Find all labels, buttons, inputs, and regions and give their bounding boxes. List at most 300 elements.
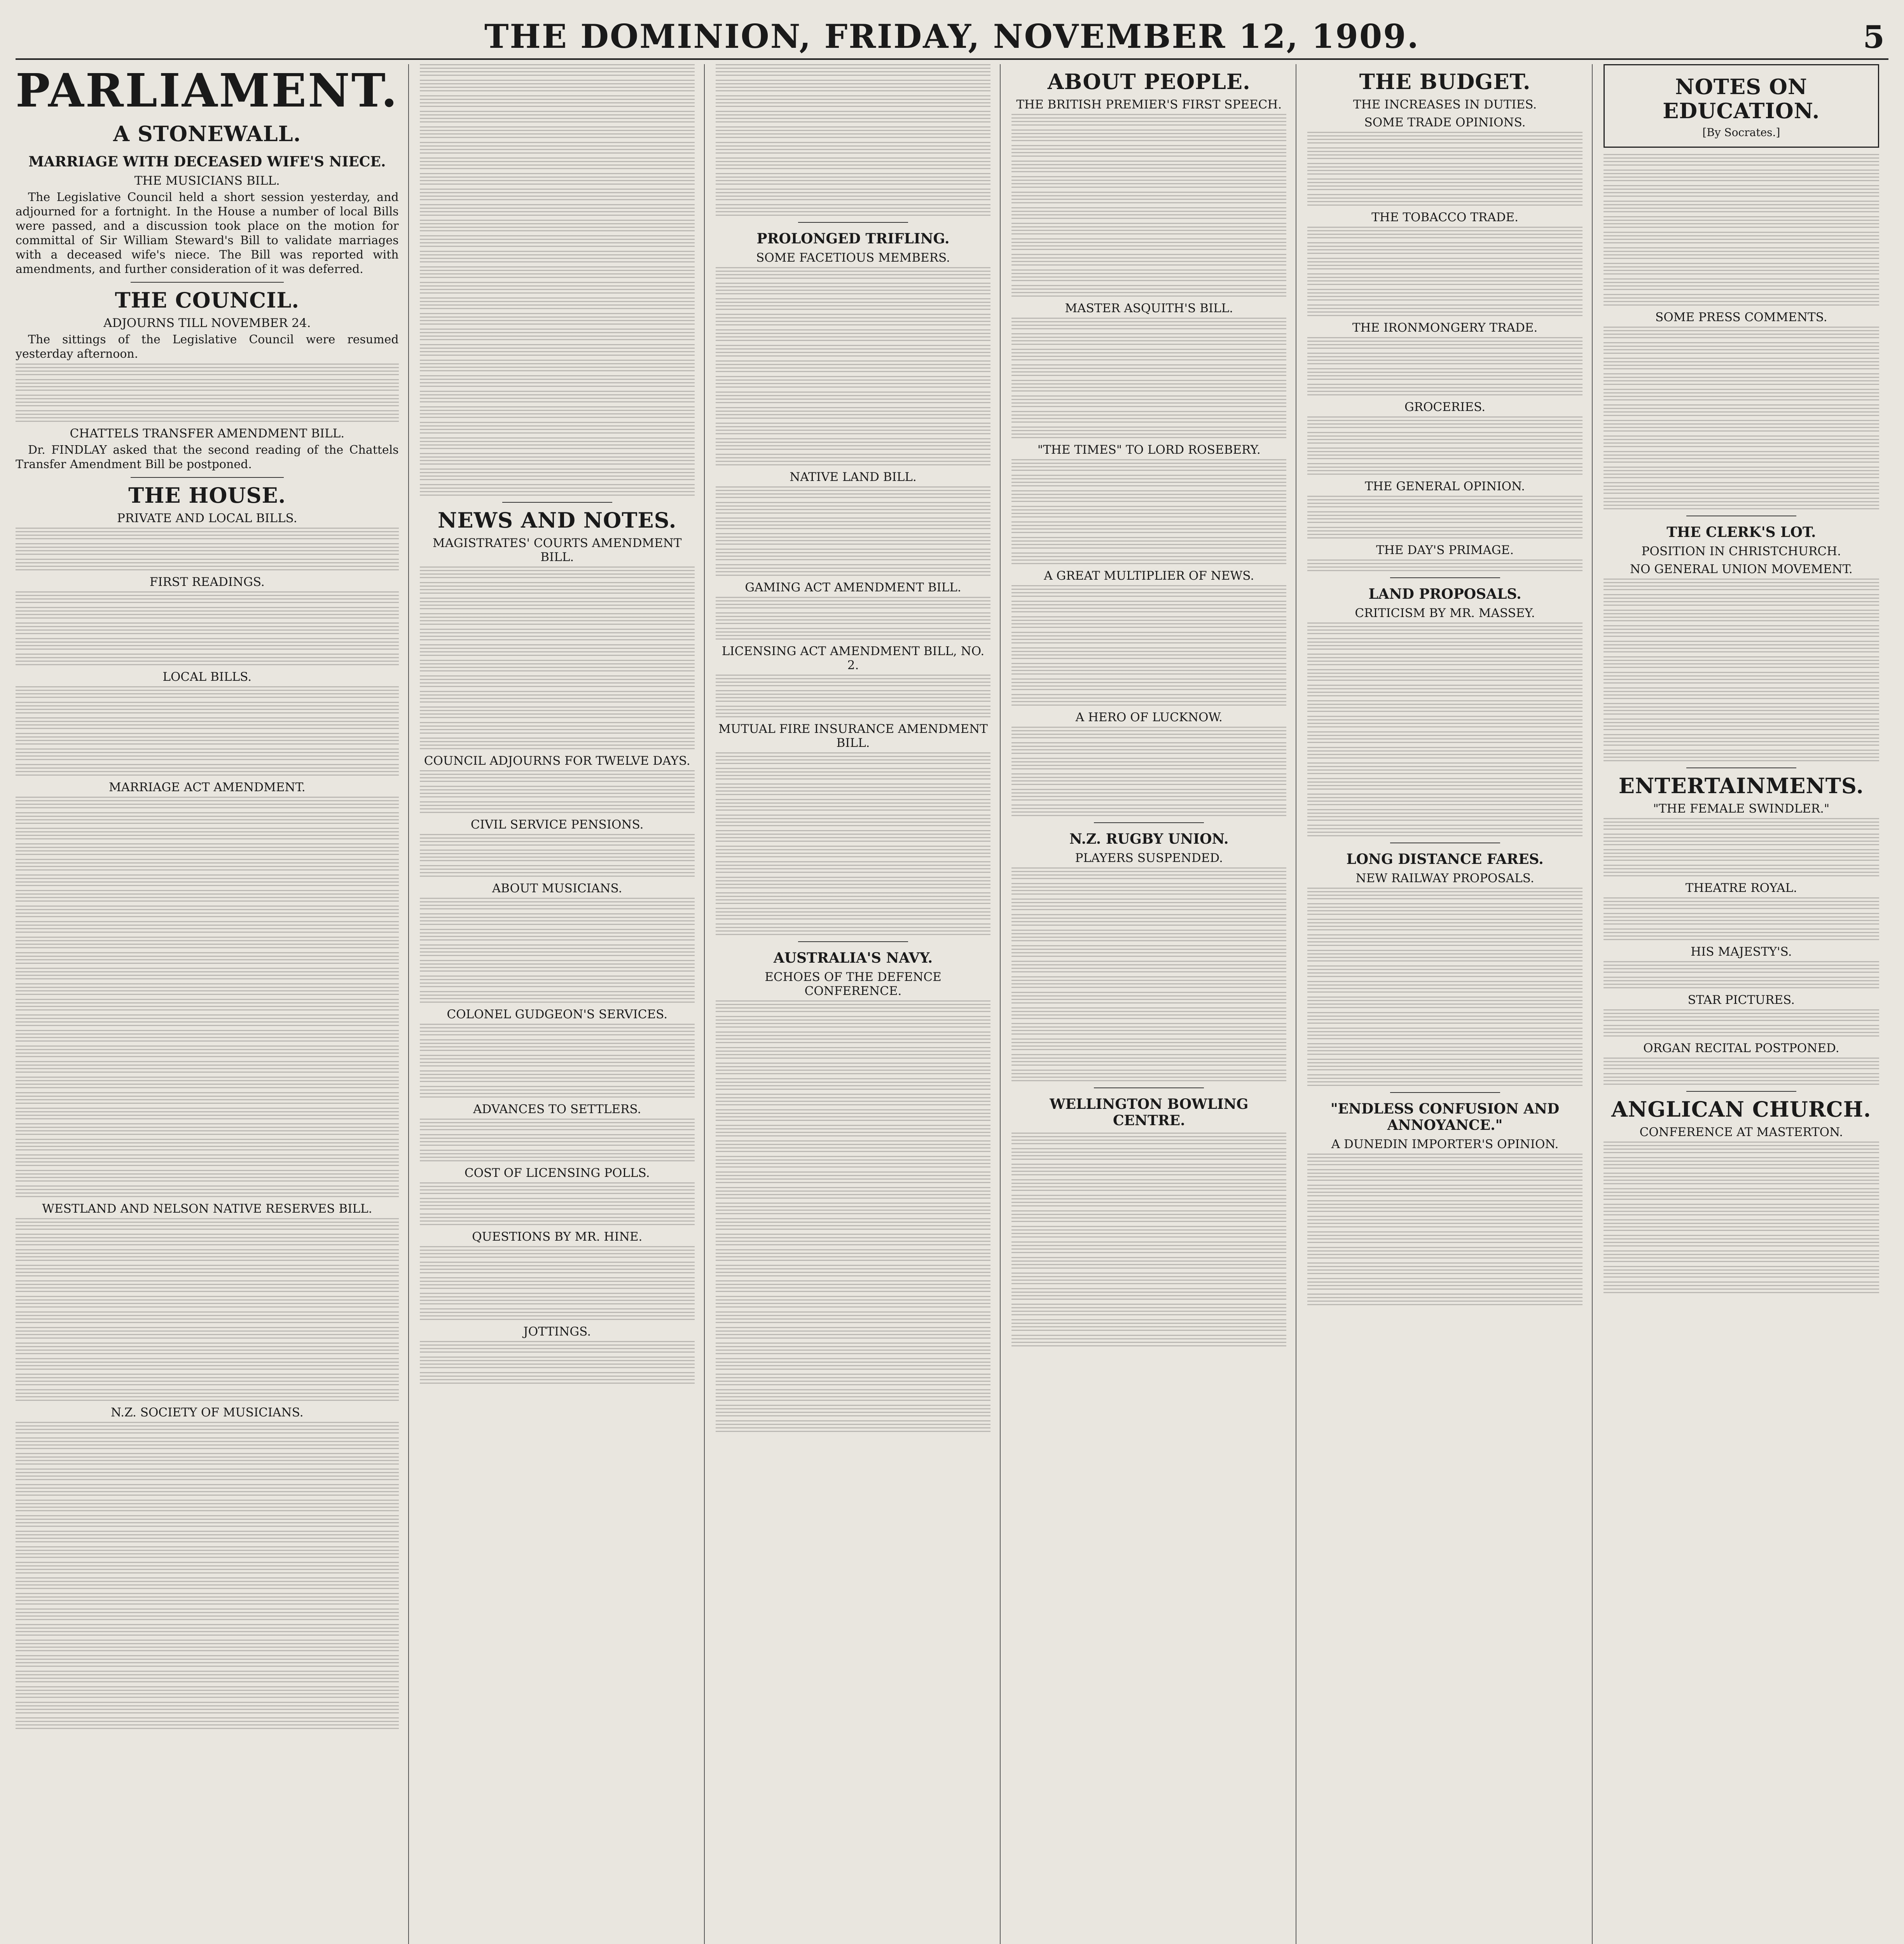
text-block <box>1307 1154 1582 1166</box>
text-block <box>716 892 990 905</box>
text-block <box>1307 416 1582 429</box>
text-block <box>1307 1231 1582 1244</box>
text-block <box>1604 1073 1879 1086</box>
text-block <box>716 1031 990 1044</box>
mutual-fire-subheading: MUTUAL FIRE INSURANCE AMENDMENT BILL. <box>718 722 988 750</box>
article-paragraph: The sittings of the Legislative Council were resumed yesterday afternoon. <box>16 333 399 361</box>
text-block <box>1604 294 1879 306</box>
nz-musicians-subheading: N.Z. SOCIETY OF MUSICIANS. <box>111 1406 304 1420</box>
divider <box>798 941 908 942</box>
text-block <box>16 1671 399 1683</box>
text-block <box>16 1154 399 1167</box>
text-block <box>1604 451 1879 463</box>
text-block <box>16 843 399 856</box>
text-block <box>716 517 990 530</box>
masthead <box>16 12 1888 60</box>
text-block <box>1604 656 1879 669</box>
text-block <box>1307 163 1582 175</box>
divider <box>131 477 284 478</box>
text-block <box>1604 625 1879 638</box>
text-block <box>1307 1012 1582 1024</box>
text-block <box>1307 1216 1582 1228</box>
text-block <box>1307 178 1582 191</box>
text-block <box>1604 672 1879 684</box>
text-block <box>16 1218 399 1231</box>
text-block <box>716 1047 990 1059</box>
text-block <box>716 846 990 858</box>
text-block <box>1011 318 1286 330</box>
text-block <box>1011 238 1286 251</box>
text-block <box>1307 794 1582 806</box>
divider <box>131 282 284 283</box>
text-block <box>716 799 990 811</box>
text-block <box>1307 559 1582 572</box>
text-block <box>716 1311 990 1324</box>
text-block <box>1604 579 1879 591</box>
text-block <box>716 1234 990 1246</box>
about-people-heading: ABOUT PEOPLE. <box>1047 69 1251 94</box>
text-block <box>716 1374 990 1386</box>
text-block <box>420 1150 695 1162</box>
text-block <box>420 1070 695 1083</box>
text-block <box>1307 762 1582 775</box>
text-block <box>1011 1054 1286 1066</box>
text-block <box>1011 129 1286 142</box>
text-block <box>1011 758 1286 770</box>
text-block <box>1307 242 1582 255</box>
musicians-subheading: THE MUSICIANS BILL. <box>134 174 280 188</box>
text-block <box>16 764 399 776</box>
text-block <box>1011 961 1286 973</box>
text-block <box>16 859 399 871</box>
column-4 <box>1011 64 1296 1944</box>
text-block <box>16 1077 399 1089</box>
text-block <box>16 1389 399 1402</box>
text-block <box>420 220 695 232</box>
text-block <box>16 748 399 761</box>
text-block <box>420 1134 695 1147</box>
text-block <box>716 283 990 295</box>
text-block <box>420 929 695 941</box>
text-block <box>16 1185 399 1198</box>
text-block <box>1604 1142 1879 1154</box>
article-paragraph: Dr. FINDLAY asked that the second reading of the Chattels Transfer Amendment Bill be postponed. <box>16 443 399 471</box>
text-block <box>16 797 399 809</box>
text-block <box>420 313 695 325</box>
fares-heading: LONG DISTANCE FARES. <box>1346 851 1544 867</box>
text-block <box>1011 1195 1286 1207</box>
text-block <box>16 1358 399 1371</box>
multiplier-subheading: A GREAT MULTIPLIER OF NEWS. <box>1044 569 1254 583</box>
text-block <box>16 622 399 635</box>
text-block <box>16 364 399 376</box>
text-block <box>16 983 399 996</box>
text-block <box>1604 232 1879 244</box>
page-header-title: THE DOMINION, FRIDAY, NOVEMBER 12, 1909. <box>484 17 1420 56</box>
lucknow-subheading: A HERO OF LUCKNOW. <box>1075 710 1223 724</box>
text-block <box>1604 928 1879 941</box>
education-heading: NOTES ON EDUCATION. <box>1663 74 1820 123</box>
text-block <box>716 861 990 874</box>
house-heading: THE HOUSE. <box>128 483 286 508</box>
text-block <box>420 126 695 139</box>
text-block <box>1604 1219 1879 1232</box>
text-block <box>1604 1188 1879 1201</box>
text-block <box>420 1119 695 1131</box>
text-block <box>716 533 990 545</box>
text-block <box>16 1234 399 1246</box>
text-block <box>716 1343 990 1355</box>
text-block <box>1011 161 1286 173</box>
text-block <box>16 921 399 934</box>
text-block <box>1307 1028 1582 1040</box>
text-block <box>1011 601 1286 613</box>
text-block <box>1604 327 1879 339</box>
courts-subheading: MAGISTRATES' COURTS AMENDMENT BILL. <box>432 536 682 564</box>
text-block <box>716 1000 990 1013</box>
text-block <box>1604 358 1879 370</box>
text-block <box>16 1280 399 1293</box>
parliament-heading: PARLIAMENT. <box>16 63 399 117</box>
dunedin-subheading: A DUNEDIN IMPORTER'S OPINION. <box>1331 1137 1559 1151</box>
text-block <box>420 913 695 926</box>
text-block <box>420 344 695 357</box>
text-block <box>420 944 695 957</box>
text-block <box>716 173 990 185</box>
text-block <box>1011 114 1286 126</box>
divider <box>1094 1087 1204 1088</box>
text-block <box>420 469 695 481</box>
ironmongery-subheading: THE IRONMONGERY TRADE. <box>1352 321 1538 335</box>
rugby-heading: N.Z. RUGBY UNION. <box>1069 831 1229 847</box>
text-block <box>420 329 695 341</box>
text-block <box>1307 384 1582 396</box>
text-block <box>16 968 399 980</box>
text-block <box>1011 1210 1286 1223</box>
text-block <box>1604 977 1879 989</box>
text-block <box>1307 778 1582 790</box>
text-block <box>716 142 990 154</box>
text-block <box>16 1640 399 1652</box>
text-block <box>716 1296 990 1308</box>
text-block <box>16 828 399 840</box>
text-block <box>716 345 990 357</box>
text-block <box>1307 194 1582 206</box>
text-block <box>16 1484 399 1496</box>
text-block <box>1011 789 1286 801</box>
text-block <box>16 999 399 1011</box>
text-block <box>716 783 990 796</box>
text-block <box>716 1078 990 1091</box>
text-block <box>1011 506 1286 518</box>
civil-service-subheading: CIVIL SERVICE PENSIONS. <box>470 818 644 832</box>
text-block <box>1604 247 1879 260</box>
text-block <box>1604 865 1879 877</box>
echoes-subheading: ECHOES OF THE DEFENCE CONFERENCE. <box>765 970 942 998</box>
text-block <box>16 1139 399 1151</box>
text-block <box>16 1296 399 1308</box>
about-musicians-subheading: ABOUT MUSICIANS. <box>492 881 622 895</box>
text-block <box>420 582 695 594</box>
text-block <box>16 395 399 407</box>
text-block <box>16 686 399 699</box>
text-block <box>1604 703 1879 715</box>
text-block <box>1307 258 1582 270</box>
text-block <box>1604 373 1879 386</box>
text-block <box>1604 1025 1879 1037</box>
suspended-subheading: PLAYERS SUSPENDED. <box>1075 851 1223 865</box>
text-block <box>420 613 695 626</box>
text-block <box>716 64 990 77</box>
text-block <box>716 1420 990 1433</box>
text-block <box>1604 1235 1879 1247</box>
trifling-heading: PROLONGED TRIFLING. <box>756 231 950 247</box>
text-block <box>1604 818 1879 830</box>
text-block <box>16 1249 399 1262</box>
text-block <box>1307 731 1582 744</box>
text-block <box>16 379 399 392</box>
text-block <box>1011 427 1286 439</box>
text-block <box>716 549 990 561</box>
text-block <box>716 752 990 765</box>
text-block <box>420 691 695 703</box>
text-block <box>420 1262 695 1274</box>
text-block <box>716 1109 990 1122</box>
text-block <box>716 597 990 609</box>
text-block <box>1604 734 1879 746</box>
text-block <box>1011 192 1286 204</box>
text-block <box>1604 1204 1879 1216</box>
land-proposals-heading: LAND PROPOSALS. <box>1368 586 1521 602</box>
text-block <box>1604 913 1879 925</box>
text-block <box>420 644 695 657</box>
text-block <box>1011 207 1286 220</box>
text-block <box>420 675 695 688</box>
text-block <box>1604 1157 1879 1170</box>
star-pictures-subheading: STAR PICTURES. <box>1687 993 1795 1007</box>
text-block <box>1307 622 1582 635</box>
text-block <box>16 1546 399 1559</box>
text-block <box>1307 654 1582 666</box>
text-block <box>16 1170 399 1182</box>
text-block <box>1011 663 1286 675</box>
text-block <box>420 834 695 846</box>
text-block <box>16 1265 399 1277</box>
text-block <box>1307 700 1582 713</box>
text-block <box>420 629 695 641</box>
text-block <box>716 1249 990 1262</box>
text-block <box>1307 1247 1582 1259</box>
text-block <box>420 406 695 419</box>
general-opinion-subheading: THE GENERAL OPINION. <box>1365 479 1525 493</box>
press-comments-subheading: SOME PRESS COMMENTS. <box>1655 310 1827 324</box>
text-block <box>1604 594 1879 607</box>
gaming-subheading: GAMING ACT AMENDMENT BILL. <box>745 580 961 594</box>
text-block <box>16 1045 399 1058</box>
text-block <box>16 591 399 604</box>
text-block <box>716 329 990 342</box>
text-block <box>16 937 399 949</box>
text-block <box>716 815 990 827</box>
column-2 <box>420 64 705 1944</box>
text-block <box>420 770 695 783</box>
text-block <box>716 675 990 687</box>
text-block <box>16 410 399 423</box>
text-block <box>716 1265 990 1277</box>
text-block <box>716 1156 990 1168</box>
text-block <box>1307 638 1582 650</box>
tobacco-subheading: THE TOBACCO TRADE. <box>1371 210 1519 224</box>
text-block <box>716 908 990 920</box>
text-block <box>16 1577 399 1590</box>
column-grid <box>16 64 1888 1944</box>
text-block <box>420 975 695 988</box>
text-block <box>1604 263 1879 275</box>
text-block <box>1307 1043 1582 1056</box>
text-block <box>1011 1023 1286 1035</box>
text-block <box>16 906 399 918</box>
text-block <box>1307 747 1582 759</box>
text-block <box>1307 950 1582 962</box>
text-block <box>716 360 990 373</box>
text-block <box>16 1655 399 1668</box>
text-block <box>1011 1257 1286 1269</box>
text-block <box>1307 368 1582 381</box>
text-block <box>420 266 695 279</box>
text-block <box>1011 333 1286 346</box>
text-block <box>16 890 399 902</box>
news-notes-heading: NEWS AND NOTES. <box>438 508 677 533</box>
westland-subheading: WESTLAND AND NELSON NATIVE RESERVES BILL. <box>42 1202 372 1216</box>
text-block <box>1011 380 1286 392</box>
text-block <box>1604 467 1879 479</box>
text-block <box>716 706 990 718</box>
first-readings-subheading: FIRST READINGS. <box>149 575 265 589</box>
byline: [By Socrates.] <box>1702 126 1780 139</box>
theatre-royal-subheading: THEATRE ROYAL. <box>1685 881 1797 895</box>
text-block <box>716 126 990 139</box>
text-block <box>1604 482 1879 495</box>
text-block <box>1604 404 1879 417</box>
text-block <box>1011 1179 1286 1192</box>
criticism-subheading: CRITICISM BY MR. MASSEY. <box>1355 606 1535 620</box>
text-block <box>420 898 695 910</box>
text-block <box>1011 694 1286 706</box>
text-block <box>16 717 399 730</box>
trade-subheading: SOME TRADE OPINIONS. <box>1364 115 1526 129</box>
text-block <box>716 95 990 108</box>
text-block <box>1307 1169 1582 1182</box>
text-block <box>420 437 695 450</box>
text-block <box>420 204 695 217</box>
text-block <box>716 376 990 388</box>
text-block <box>420 786 695 798</box>
text-block <box>420 484 695 496</box>
text-block <box>716 923 990 936</box>
text-block <box>1307 511 1582 524</box>
text-block <box>1307 227 1582 239</box>
text-block <box>16 1374 399 1386</box>
endless-confusion-heading: "ENDLESS CONFUSION AND ANNOYANCE." <box>1330 1101 1560 1133</box>
text-block <box>420 251 695 263</box>
text-block <box>1011 411 1286 423</box>
text-block <box>16 1327 399 1339</box>
text-block <box>1011 349 1286 361</box>
text-block <box>716 690 990 703</box>
text-block <box>1307 463 1582 476</box>
column-5 <box>1307 64 1592 1944</box>
text-block <box>1011 804 1286 817</box>
gudgeon-subheading: COLONEL GUDGEON'S SERVICES. <box>447 1007 668 1021</box>
text-block <box>1307 1278 1582 1290</box>
text-block <box>716 392 990 404</box>
masterton-subheading: CONFERENCE AT MASTERTON. <box>1639 1125 1843 1139</box>
text-block <box>716 1140 990 1153</box>
text-block <box>16 1531 399 1543</box>
article-paragraph: The Legislative Council held a short session yesterday, and adjourned for a fortnight. In the House a number of local Bills were passed, and a discussion took place on the motion for committal of Sir William Steward's Bill to validate marriages with a deceased wife's niece. The Bill was reported with amendments, and further consideration of it was deferred. <box>16 191 399 276</box>
text-block <box>716 267 990 280</box>
text-block <box>716 1218 990 1231</box>
text-block <box>1011 992 1286 1004</box>
text-block <box>420 422 695 434</box>
text-block <box>716 768 990 780</box>
text-block <box>1604 216 1879 229</box>
text-block <box>1011 145 1286 157</box>
column-6 <box>1604 64 1888 1944</box>
entertainments-heading: ENTERTAINMENTS. <box>1618 773 1864 798</box>
anglican-heading: ANGLICAN CHURCH. <box>1611 1097 1871 1122</box>
text-block <box>420 850 695 862</box>
text-block <box>1604 420 1879 432</box>
council-heading: THE COUNCIL. <box>115 288 300 313</box>
text-block <box>1604 849 1879 862</box>
text-block <box>1011 585 1286 598</box>
text-block <box>420 95 695 108</box>
text-block <box>420 566 695 579</box>
education-box <box>1604 64 1879 148</box>
hine-subheading: QUESTIONS BY MR. HINE. <box>472 1230 643 1244</box>
text-block <box>1011 1007 1286 1020</box>
text-block <box>420 960 695 972</box>
text-block <box>16 559 399 571</box>
text-block <box>716 204 990 217</box>
text-block <box>1604 687 1879 700</box>
premier-subheading: THE BRITISH PREMIER'S FIRST SPEECH. <box>1016 98 1282 112</box>
text-block <box>420 157 695 170</box>
christchurch-subheading: POSITION IN CHRISTCHURCH. <box>1641 544 1841 558</box>
text-block <box>16 607 399 619</box>
text-block <box>420 1055 695 1067</box>
text-block <box>1011 1241 1286 1254</box>
text-block <box>1011 899 1286 911</box>
asquith-subheading: MASTER ASQUITH'S BILL. <box>1065 301 1233 315</box>
adjourn-subheading: ADJOURNS TILL NOVEMBER 24. <box>103 316 311 330</box>
text-block <box>1011 1319 1286 1332</box>
text-block <box>1307 1200 1582 1213</box>
text-block <box>716 1358 990 1371</box>
text-block <box>1011 269 1286 282</box>
private-bills-subheading: PRIVATE AND LOCAL BILLS. <box>117 511 297 525</box>
marriage-act-subheading: MARRIAGE ACT AMENDMENT. <box>109 780 306 794</box>
text-block <box>16 1515 399 1528</box>
text-block <box>16 1123 399 1136</box>
licensing-subheading: LICENSING ACT AMENDMENT BILL, NO. 2. <box>721 644 985 672</box>
text-block <box>716 438 990 451</box>
text-block <box>716 80 990 92</box>
text-block <box>716 1203 990 1215</box>
text-block <box>420 297 695 310</box>
text-block <box>1307 888 1582 900</box>
